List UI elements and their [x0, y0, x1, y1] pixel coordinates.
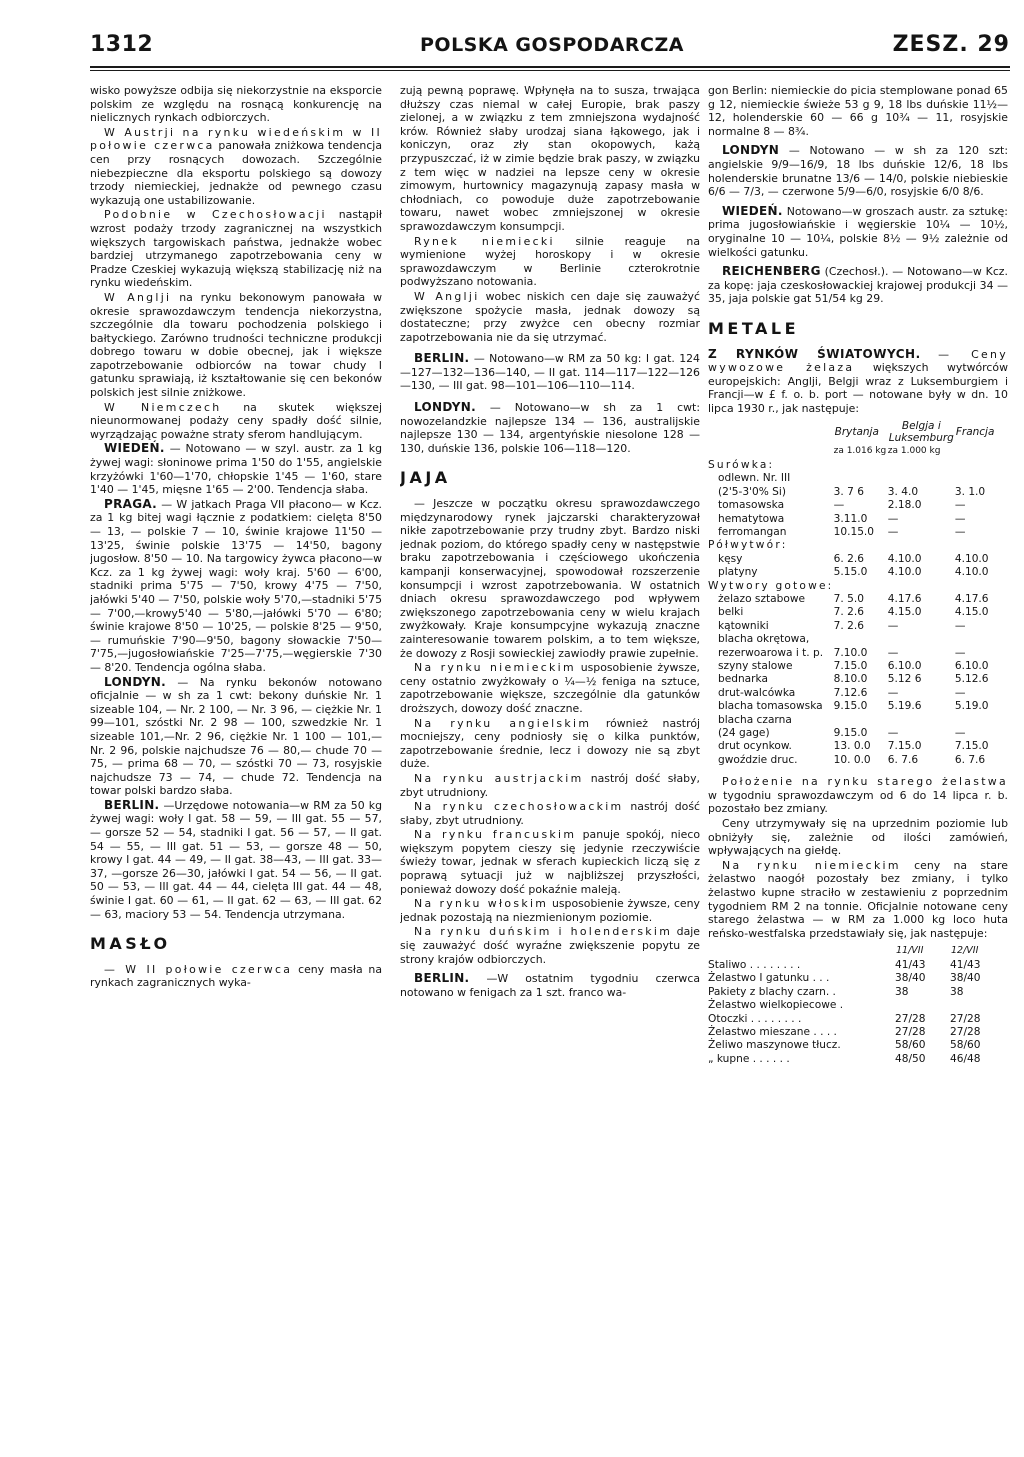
paragraph-text: usposobienie żywsze, ceny jednak pozostają na niezmienionym poziomie.: [400, 897, 700, 924]
value-france: [955, 714, 1008, 727]
value-france: 6. 7.6: [954, 753, 986, 766]
paragraph-text: nastąpił wzrost podaży trzody zagranicznej na wszystkich większych targowiskach państwa, jednakże wobec bardziej utrzymanego zapotrzebowania ceny w Pradze Czeskiej wykazują większą stabilizację niż na rynku wiedeńskim.: [90, 208, 382, 290]
value-date-1: 41/43: [895, 958, 926, 971]
value-belgium: —: [887, 525, 899, 538]
row-label: drut-walcówka: [718, 686, 796, 699]
table-row: [708, 972, 1005, 985]
value-belgium: 5.19.6: [887, 700, 922, 713]
value-date-2: 58/60: [950, 1039, 981, 1052]
quote-berlin-eggs: [400, 972, 700, 999]
header-rule-thin: [90, 70, 1010, 71]
spaced-lead: Na rynku austrjackim: [414, 771, 584, 785]
value-belgium: 6. 7.6: [887, 753, 919, 766]
table-row: [708, 633, 1008, 646]
paragraph: wisko powyższe odbija się niekorzystnie na eksporcie polskim ze względu na rosnącą konkurencję na nielicznych rynkach odbiorczych.: [90, 84, 382, 125]
spaced-lead: Położenie na rynku starego żelastwa: [722, 775, 1008, 789]
value-date-1: 38: [895, 985, 909, 998]
row-label: blacha okrętowa,: [718, 633, 810, 646]
column-header-date-1: 11/VII: [896, 945, 924, 957]
table-row: [708, 606, 1008, 619]
table-row: [708, 526, 1008, 539]
spaced-lead: Na rynku angielskim: [414, 716, 592, 730]
paragraph-eggs-it: [400, 897, 700, 924]
column-header-date-2: 12/VII: [951, 945, 979, 957]
value-britain: —: [833, 499, 845, 512]
row-label: gwoździe druc.: [718, 753, 798, 766]
issue-number: ZESZ. 29: [892, 32, 1010, 57]
table-row: [708, 700, 1008, 713]
column-header-belgium: Belgja i Luksemburg: [888, 420, 954, 445]
paragraph-germany-butter: [400, 235, 700, 289]
table-row: [708, 740, 1008, 753]
spaced-lead: Na rynku duńskim i holenderskim: [414, 925, 673, 939]
value-belgium: —: [887, 727, 899, 739]
paragraph-czechoslovakia: [90, 208, 382, 290]
value-date-2: 38: [950, 985, 964, 998]
value-britain: 7.10.0: [833, 646, 868, 659]
value-britain: 6. 2.6: [833, 552, 864, 565]
quote-text: — Notowano—w RM za 50 kg: I gat. 124—127—132—136—140, — II gat. 114—117—122—126—130, — III gat. 98—101—106—110—114.: [400, 352, 700, 393]
paragraph-text: większych wytwórców europejskich: Anglji, Belgji wraz z Luksemburgiem i Francji—w £ f. o. b. port — notowane były w dn. 10 lipca 1930 r., jak następuje:: [708, 361, 1008, 415]
quote-text: — Notowano — w sh za 120 szt: angielskie 9/9—16/9, 18 lbs duńskie 12/6, 18 lbs holenderskie brunatne 13/6 — 14/0, polskie niebieskie 6/6 — 7/3, — czerwone 5/9—6/0, rosyjskie 6/0 8/6.: [708, 144, 1008, 199]
journal-title: POLSKA GOSPODARCZA: [420, 34, 684, 56]
row-label: kątowniki: [718, 619, 769, 632]
group-label: Surówka:: [708, 458, 775, 471]
table-row: [708, 499, 1008, 512]
paragraph-text: ceny na stare żelastwo naogół pozostały bez zmiany, i tylko żelastwo kupne straciło w zestawieniu z poprzednim tygodniem RM 2 na tonnie. Oficjalnie notowane ceny starego żelastwa — w RM za 1.000 kg loco huta reńsko-westfalska przedstawiały się, jak następuje:: [708, 858, 1008, 940]
paragraph-scrap-germany: [708, 859, 1008, 941]
row-label: żelazo sztabowe: [718, 592, 806, 605]
table-row: [708, 1013, 1005, 1026]
value-britain: 5.15.0: [833, 566, 868, 579]
value-france: —: [954, 646, 966, 659]
table-group-row: [708, 459, 1008, 472]
table-body: [708, 959, 1005, 1066]
value-france: —: [954, 525, 966, 538]
value-britain: 8.10.0: [833, 673, 868, 686]
quote-praga: [90, 498, 382, 675]
value-britain: 3. 7 6: [833, 485, 864, 498]
quote-berlin: [90, 799, 382, 921]
value-britain: 7.15.0: [833, 659, 868, 672]
value-belgium: 3. 4.0: [887, 485, 919, 498]
city-label: BERLIN.: [414, 351, 470, 366]
value-date-2: 46/48: [950, 1052, 981, 1065]
table-group-row: [708, 539, 1008, 552]
value-france: [955, 633, 1008, 646]
paragraph-text: nastrój dość słaby, zbyt utrudniony.: [400, 800, 700, 827]
table-row: [708, 620, 1008, 633]
row-label: drut ocynkow.: [718, 740, 792, 753]
value-belgium: 4.17.6: [887, 592, 922, 605]
table-row: [708, 647, 1008, 660]
subsection-heading: Z RYNKÓW ŚWIATOWYCH.: [708, 346, 921, 361]
value-britain: 7. 2.6: [833, 606, 864, 619]
paragraph-austria: [90, 126, 382, 208]
paragraph-germany: [90, 401, 382, 442]
paragraph-eggs-fr: [400, 828, 700, 896]
paragraph: zują pewną poprawę. Wpłynęła na to susza, trwająca dłuższy czas niemal w całej Europie, brak paszy zielonej, a w związku z tem zmniejszona wydajność krów. Również słaby urodzaj siana łąkowego, jak i koniczyn, oraz zły stan okopowych, każą przypuszczać, iż w zimie będzie brak paszy, w związku z tem więc w nadziei na lepsze ceny w okresie zimowym, hurtownicy magazynują zapasy masła w chłodniach, co powoduje duże zapotrzebowanie towaru, nawet wobec zmniejszonej w okresie sprawozdawczym konsumpcji.: [400, 84, 700, 233]
value-britain: 13. 0.0: [833, 740, 871, 753]
row-label: bednarka: [718, 673, 768, 686]
table-row: [708, 472, 1008, 485]
paragraph-metals: [708, 348, 1008, 416]
table-row: [708, 986, 1005, 999]
table-row: [708, 486, 1008, 499]
value-date-1: 27/28: [895, 1012, 926, 1025]
city-label: BERLIN.: [104, 797, 160, 812]
row-label: Żelastwo I gatunku . . .: [708, 972, 830, 985]
row-label: Żelastwo mieszane . . . .: [708, 1025, 837, 1038]
paragraph-eggs-dk-nl: [400, 925, 700, 966]
row-label: Pakiety z blachy czarn. .: [708, 985, 836, 998]
table-row: [708, 1053, 1005, 1066]
quote-wieden-eggs: [708, 205, 1008, 259]
row-label: (24 gage): [718, 727, 770, 739]
section-heading-metale: METALE: [708, 318, 800, 338]
table-row: [708, 1026, 1005, 1039]
city-label: PRAGA.: [104, 496, 158, 511]
table-row: [708, 593, 1008, 606]
value-britain: 7. 2.6: [833, 619, 864, 632]
row-label: tomasowska: [718, 499, 785, 512]
table-row: [708, 513, 1008, 526]
column-header-france: Francja: [955, 426, 995, 439]
value-date-2: 41/43: [950, 958, 981, 971]
quote-text: — W jatkach Praga VII płacono— w Kcz. za 1 kg bitej wagi łącznie z podatkiem: cielęta 8'50 — 13, — polskie 7 — 10, świnie krajowe 11'50 — 13'25, świnie polskie 13'75 — 14'50, bagony jugosłow. 8'50 — 10. Na targowicy żywca płacono—w Kcz. za 1 kg żywej wagi: woły kraj. 5'60 — 6'00, stadniki prima 5'75 — 7'50, krowy 4'75 — 7'50, jałówki 5'40 — 7'50, polskie woły 5'70,—stadniki 5'75 — 7'00,—krowy5'40 — 5'80,—jałówki 5'70 — 6'80; świnie krajowe 8'50 — 10'25, — polskie 8'25 — 9'50, — rumuńskie 7'90—9'50, bagony słowackie 7'50—7'75,—jugosłowiańskie 7'25—7'75,—węgierskie 7'30 — 8'20. Tendencja ogólna słaba.: [90, 497, 382, 674]
value-date-1: 58/60: [895, 1039, 926, 1052]
quote-text: — Notowano — w szyl. austr. za 1 kg żywej wagi: słoninowe prima 1'50 do 1'55, angielskie krzyżówki 1'60—1'70, chłopskie 1'45 — 1'60, stare 1'40 — 1'45, mięsne 1'65 — 2'00. Tendencja słaba.: [90, 442, 382, 497]
row-label: rezerwoarowa i t. p.: [718, 646, 824, 659]
column-1: [90, 84, 382, 1437]
row-label: ferromangan: [718, 525, 787, 538]
value-belgium: [888, 633, 955, 646]
value-belgium: 4.10.0: [887, 552, 922, 565]
value-france: 3. 1.0: [954, 485, 986, 498]
value-britain: 7. 5.0: [833, 592, 864, 605]
table-row: [708, 727, 1008, 740]
city-label: BERLIN.: [414, 971, 470, 986]
table-body: [708, 459, 1008, 767]
quote-text: Notowano—w groszach austr. za sztukę: prima jugosłowiańskie i węgierskie 10¼ — 10½, oryginalne 10 — 10¼, polskie 8½ — 9½ zależnie od wielkości gatunku.: [708, 204, 1008, 259]
spaced-lead: Na rynku niemieckim: [414, 661, 576, 675]
paragraph-text: silnie reaguje na wymienione wyżej horoskopy i w okresie sprawozdawczym w Berlinie czterokrotnie podwyższano notowania.: [400, 234, 700, 289]
table-header-empty: [708, 943, 895, 959]
paragraph-scrap-prices: Ceny utrzymywały się na uprzednim poziomie lub obniżyły się, zależnie od ilości zamówień, wpływających na giełdę.: [708, 817, 1008, 858]
value-belgium: 2.18.0: [887, 499, 922, 512]
value-france: 4.10.0: [954, 566, 989, 579]
scrap-prices-table: [708, 943, 1005, 1066]
group-label: Półwytwór:: [708, 539, 788, 552]
value-france: —: [954, 727, 966, 739]
spaced-lead: W Anglji: [414, 289, 480, 303]
paragraph-text: usposobienie żywsze, ceny ostatnio zwyżkowały o ¼—½ feniga na sztuce, zapotrzebowanie większe, szczególnie dla gatunków droższych, dowozy dość znaczne.: [400, 661, 700, 715]
value-france: 4.15.0: [954, 606, 989, 619]
paragraph-scrap: [708, 775, 1008, 816]
column-3: [708, 84, 1008, 1437]
paragraph-england-butter: [400, 290, 700, 344]
row-label: blacha czarna: [718, 713, 792, 726]
table-row: [708, 660, 1008, 673]
value-date-1: [895, 999, 950, 1012]
quote-text: — Na rynku bekonów notowano oficjalnie — w sh za 1 cwt: bekony duńskie Nr. 1 sizeable 104, — Nr. 2 100, — Nr. 3 96, — ciężkie Nr. 1 99—101, szóstki Nr. 2 98 — 100, szwedzkie Nr. 1 sizeable 101,—Nr. 2 96, ciężkie Nr. 1 100 — 101,— Nr. 2 96, polskie najchudsze 76 — 80,— chude 70 — 75, — prima 68 — 70, — szóstki 70 — 73, rosyjskie najchudsze 73 — 74, — chude 72. Tendencja na towar polski bardzo słaba.: [90, 675, 382, 798]
spaced-lead: — W II połowie czerwca: [104, 962, 293, 976]
paragraph-text: na skutek większej nieunormowanej podaży ceny spadły dość silnie, wyrządzając poważne straty sferom handlującym.: [90, 400, 382, 441]
value-france: —: [954, 512, 966, 525]
value-belgium: —: [887, 512, 899, 525]
quote-wieden: [90, 442, 382, 496]
spaced-lead: Na rynku włoskim: [414, 897, 549, 911]
row-label: hematytowa: [718, 512, 785, 525]
value-britain: 9.15.0: [833, 727, 868, 739]
value-belgium: 4.15.0: [887, 606, 922, 619]
value-date-1: 27/28: [895, 1025, 926, 1038]
value-date-1: 48/50: [895, 1052, 926, 1065]
quote-berlin-butter: [400, 352, 700, 393]
value-date-1: 38/40: [895, 972, 926, 985]
table-row: [708, 566, 1008, 579]
city-label: LONDYN: [722, 143, 780, 158]
paragraph-eggs-en: [400, 717, 700, 771]
spaced-lead: W Niemczech: [104, 400, 222, 414]
unit-continent: za 1.000 kg: [887, 446, 941, 457]
paragraph-text: ceny masła na rynkach zagranicznych wyka-: [90, 962, 382, 990]
spaced-lead: Podobnie w Czechosłowacji: [104, 208, 327, 222]
table-unit-empty: [708, 445, 834, 458]
paragraph-england: [90, 291, 382, 400]
value-belgium: 7.15.0: [887, 740, 922, 753]
value-belgium: [888, 472, 955, 485]
paragraph-text: na rynku bekonowym panowała w okresie sprawozdawczym tendencja niekorzystna, szczególnie dla towaru pochodzenia polskiego i bałtyckiego. Zarówno trudności techniczne produkcji dobrego towaru w dobie obecnej, jak i większe zapotrzebowanie odbiorców na towar chudy I gatunku sprawiają, iż kształtowanie się cen bekonów polskich jest silnie zniżkowe.: [90, 290, 382, 400]
paragraph-eggs-de: [400, 661, 700, 715]
paragraph-text: panuje spokój, nieco większym popytem cieszy się jedynie rzeczywiście świeży towar, jednak w sferach kupieckich liczą się z poprawą sytuacji już w najbliższej przyszłości, ponieważ dowozy dość pokaźnie maleją.: [400, 828, 700, 896]
table-group-row: [708, 580, 1008, 593]
row-label: platyny: [718, 566, 758, 579]
table-row: [708, 714, 1008, 727]
quote-londyn-butter: [400, 401, 700, 455]
value-belgium: —: [887, 646, 899, 659]
column-header-britain: Brytanja: [834, 426, 879, 439]
value-belgium: 4.10.0: [887, 566, 922, 579]
paragraph-text: w tygodniu sprawozdawczym od 6 do 14 lipca r. b. pozostało bez zmiany.: [708, 788, 1008, 816]
spaced-lead: Rynek niemiecki: [414, 234, 555, 248]
spaced-lead: W Austrji na rynku wiedeńskim w II połowie czerwca: [90, 125, 382, 153]
value-belgium: —: [887, 619, 899, 632]
column-2: [400, 84, 700, 1437]
value-belgium: 5.12 6: [887, 673, 922, 686]
row-label: szyny stalowe: [718, 659, 793, 672]
row-label: Otoczki . . . . . . . .: [708, 1012, 802, 1025]
paragraph-text: nastrój dość słaby, zbyt utrudniony.: [400, 771, 700, 799]
paragraph-text: panowała zniżkowa tendencja cen przy rosnących dowozach. Szczególnie niebezpieczne dla eksportu polskiego są dowozy trzody niemieckiej, jednakże od pewnego czasu wykazują one ustabilizowanie.: [90, 139, 382, 207]
table-row: [708, 673, 1008, 686]
spaced-lead: — Ceny wywozowe żelaza: [708, 347, 1008, 375]
value-france: 4.17.6: [954, 592, 989, 605]
value-france: 5.12.6: [954, 673, 989, 686]
value-britain: [834, 714, 888, 727]
row-label: odlewn. Nr. III: [718, 472, 791, 485]
value-date-2: 27/28: [950, 1012, 981, 1025]
city-label: LONDYN.: [104, 674, 166, 689]
value-france: [955, 472, 1008, 485]
quote-text: —W ostatnim tygodniu czerwca notowano w fenigach za 1 szt. franco wa-: [400, 972, 700, 999]
page-number: 1312: [90, 32, 154, 57]
spaced-lead: Na rynku francuskim: [414, 828, 577, 842]
quote-text: — Notowano—w sh za 1 cwt: nowozelandzkie najlepsze 134 — 136, australijskie najlepsze 130 — 134, argentyńskie niesolone 128 — 130, duńskie 136, polskie 106—118—120.: [400, 401, 700, 455]
table-row: [708, 553, 1008, 566]
value-belgium: 6.10.0: [887, 659, 922, 672]
value-britain: 7.12.6: [833, 686, 868, 699]
quote-londyn-eggs: [708, 144, 1008, 198]
city-label: REICHENBERG: [722, 264, 821, 279]
row-label: Żelastwo wielkopiecowe .: [708, 999, 844, 1012]
value-date-2: [950, 999, 1005, 1012]
table-row: [708, 959, 1005, 972]
row-label: kęsy: [718, 552, 743, 565]
value-france: 7.15.0: [954, 740, 989, 753]
paragraph-text: daje się zauważyć dość wyraźne zwiększenie popytu ze strony krajów odbiorczych.: [400, 925, 700, 966]
value-date-2: 27/28: [950, 1025, 981, 1038]
value-britain: [834, 633, 888, 646]
section-heading-jaja: JAJA: [400, 468, 451, 488]
paragraph-eggs-cs: [400, 800, 700, 827]
table-row: [708, 687, 1008, 700]
section-heading-maslo: MASŁO: [90, 934, 171, 954]
quote-reichenberg: [708, 265, 1008, 306]
value-france: —: [954, 619, 966, 632]
row-label: Staliwo . . . . . . . .: [708, 958, 801, 971]
value-france: 4.10.0: [954, 552, 989, 565]
value-belgium: [888, 714, 955, 727]
table-row: [708, 999, 1005, 1012]
value-britain: 9.15.0: [833, 700, 868, 713]
spaced-lead: Na rynku niemieckim: [722, 858, 901, 872]
iron-prices-table: [708, 419, 1008, 767]
row-label: „ kupne . . . . . .: [708, 1052, 790, 1065]
spaced-lead: W Anglji: [104, 290, 172, 304]
quote-text: —Urzędowe notowania—w RM za 50 kg żywej wagi: woły I gat. 58 — 59, — III gat. 55 — 57, — gorsze 52 — 54, stadniki I gat. 56 — 57, — II gat. 54 — 55, — III gat. 51 — 53, — gorsze 48 — 50, krowy I gat. 44 — 49, — II gat. 38—43, — III gat. 33—37, —gorsze 26—30, jałówki I gat. 54 — 56, — II gat. 50 — 53, — III gat. 44 — 44, cielęta III gat. 44 — 48, świnie I gat. 60 — 61, — II gat. 62 — 63, — III gat. 62 — 63, maciory 53 — 54. Tendencja utrzymana.: [90, 798, 382, 921]
table-row: [708, 1039, 1005, 1052]
paragraph: gon Berlin: niemieckie do picia stemplowane ponad 65 g 12, niemieckie świeże 53 g 9, 18 lbs duńskie 11½—12, holenderskie 60 — 66 g 10¾ — 11, rosyjskie normalne 8 — 8¾.: [708, 84, 1008, 138]
table-row: [708, 754, 1008, 767]
value-france: —: [954, 499, 966, 512]
spaced-lead: Na rynku czechosłowackim: [414, 800, 624, 814]
group-label: Wytwory gotowe:: [708, 579, 834, 592]
value-britain: 3.11.0: [833, 512, 868, 525]
city-label: LONDYN.: [414, 400, 476, 415]
value-france: 5.19.0: [954, 700, 989, 713]
row-label: belki: [718, 606, 744, 619]
value-france: 6.10.0: [954, 659, 989, 672]
paragraph-maslo: [90, 963, 382, 990]
value-france: —: [954, 686, 966, 699]
value-britain: [834, 472, 888, 485]
quote-londyn: [90, 676, 382, 798]
value-britain: 10. 0.0: [833, 753, 871, 766]
paragraph-eggs: — Jeszcze w początku okresu sprawozdawczego międzynarodowy rynek jajczarski charakteryzował nikłe zapotrzebowanie przy trudny zbyt. Bardzo niski jednak poziom, do którego spadły ceny w następstwie braku zapotrzebowania i częściowego ukończenia kampanji konserwacyjnej, spowodował rozszerzenie konsumpcji i wzrost zapotrzebowania. W ostatnich dniach okresu sprawozdawczego pod wpływem zwiększonego zapotrzebowania ceny w wielu krajach zwyżkowały. Kraje konsumpcyjne wykazują znaczne zainteresowanie towarem polskim, a to tem większe, że dowozy z Rosji sowieckiej zawiodły prawie zupełnie.: [400, 497, 700, 660]
header-rule: [90, 66, 1010, 68]
table-header-empty: [708, 419, 834, 445]
paragraph-eggs-at: [400, 772, 700, 799]
row-label: (2'5-3'0% Si): [718, 485, 786, 498]
paragraph-text: wobec niskich cen daje się zauważyć zwiększone spożycie masła, jednak dowozy są dostateczne; przy zwyżce cen obecny rozmiar zapotrzebowania nie da się utrzymać.: [400, 289, 700, 344]
row-label: Żeliwo maszynowe tłucz.: [708, 1039, 841, 1052]
value-date-2: 38/40: [950, 972, 981, 985]
city-label: WIEDEŃ.: [722, 203, 783, 218]
unit-britain: za 1.016 kg: [833, 446, 887, 457]
city-label: WIEDEŃ.: [104, 441, 165, 456]
row-label: blacha tomasowska: [718, 700, 823, 713]
value-britain: 10.15.0: [833, 525, 875, 538]
paragraph-text: również nastrój mocniejszy, ceny podniosły się o kilka punktów, zapotrzebowanie średnie, lecz i dowozy nie są zbyt duże.: [400, 716, 700, 771]
quote-text: (Czechosł.). — Notowano—w Kcz. za kopę: jaja czeskosłowackiej krajowej produkcji 34 — 35, jaja polskie gat 51/54 kg 29.: [708, 265, 1008, 306]
value-belgium: —: [887, 686, 899, 699]
page-header: [90, 28, 1010, 68]
